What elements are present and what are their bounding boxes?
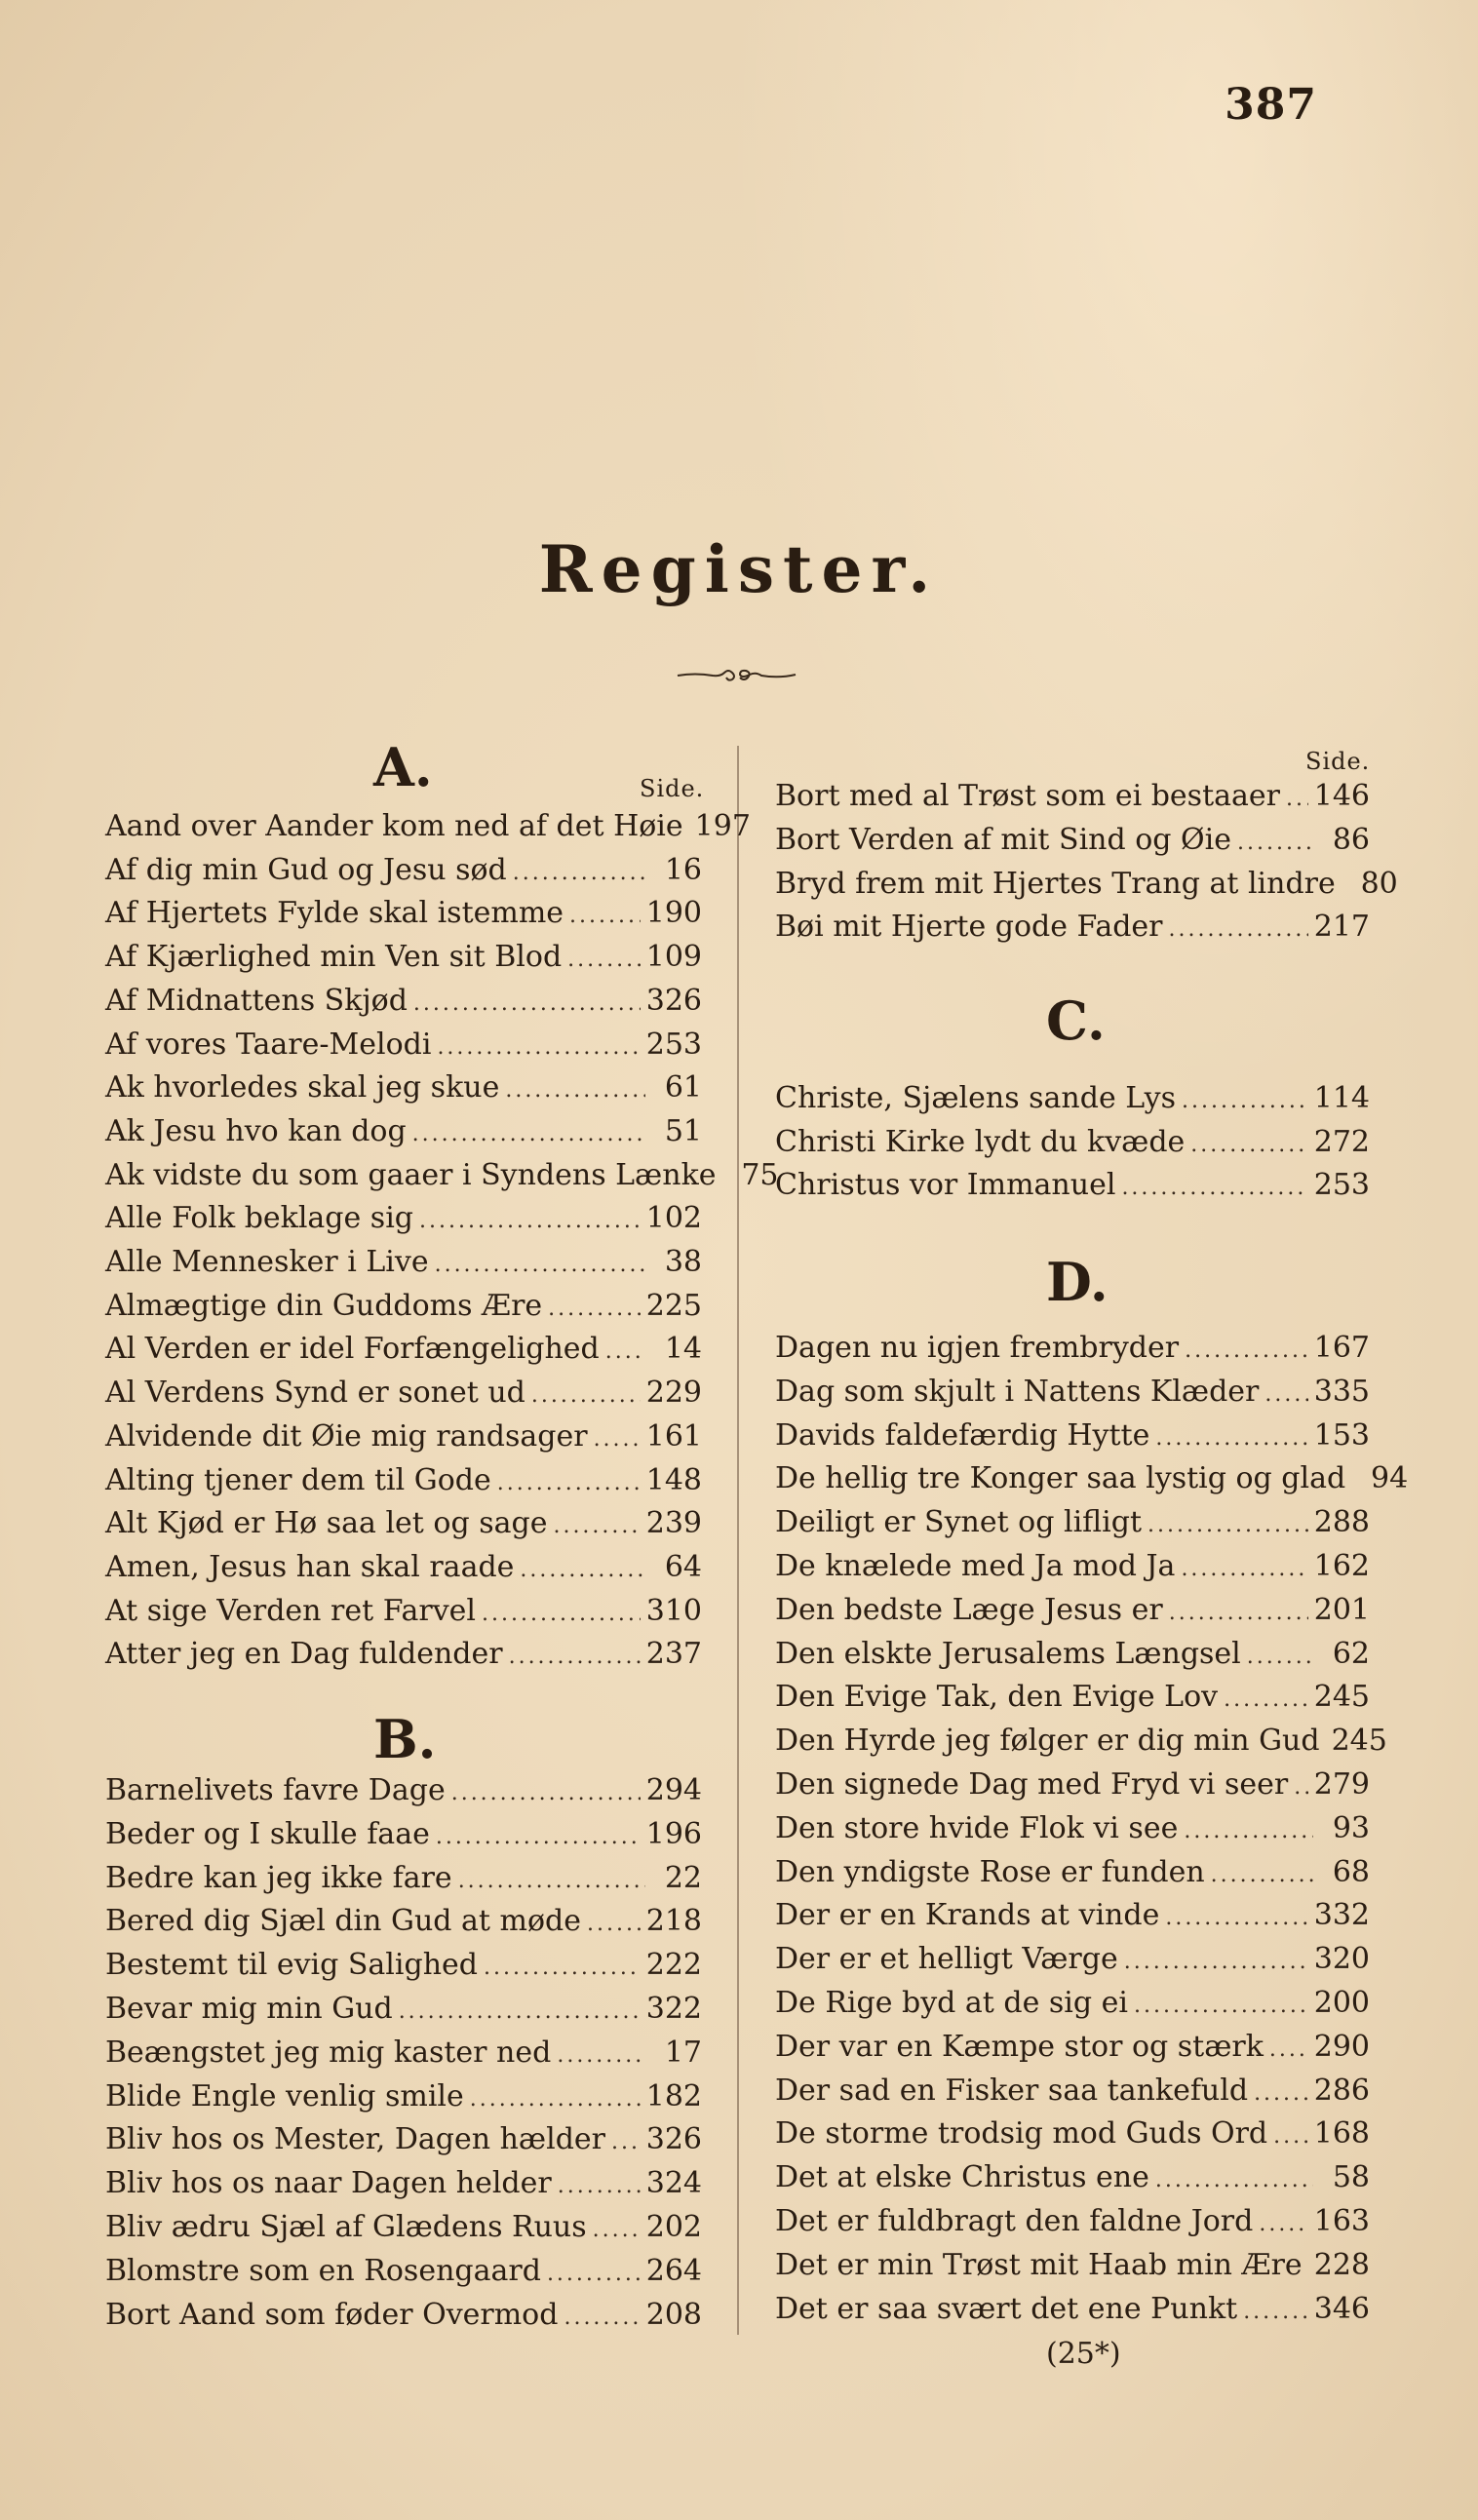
entry-page-number: 310 — [645, 1593, 702, 1628]
entry-leader-dots — [497, 1462, 641, 1505]
entry-title: Af Hjertets Fylde skal istemme — [105, 896, 564, 931]
index-entry — [105, 2294, 702, 2337]
entry-leader-dots — [1190, 1124, 1307, 1167]
entry-leader-dots — [436, 1816, 641, 1859]
entry-page-number: 222 — [645, 1948, 702, 1983]
entry-page-number: 153 — [1313, 1417, 1370, 1453]
index-entry — [775, 1633, 1370, 1676]
entry-title: Af Kjærlighed min Ven sit Blod — [105, 940, 563, 975]
entry-title: Bliv ædru Sjæl af Glædens Ruus — [105, 2210, 587, 2244]
entry-page-number: 218 — [645, 1904, 702, 1939]
entry-title: Deiligt er Synet og lifligt — [775, 1505, 1143, 1540]
entry-leader-dots — [547, 2253, 641, 2296]
entry-leader-dots — [611, 2121, 641, 2164]
index-entry — [775, 1371, 1370, 1414]
ornament-flourish-icon — [676, 663, 797, 686]
entry-page-number: 320 — [1313, 1942, 1370, 1977]
entry-leader-dots — [548, 1288, 641, 1331]
entry-title: Bryd frem mit Hjertes Trang at lindre — [775, 866, 1336, 901]
entry-leader-dots — [399, 1991, 641, 2034]
entry-title: Den bedste Læge Jesus er — [775, 1592, 1163, 1627]
entry-title: Alle Mennesker i Live — [105, 1245, 429, 1279]
index-entry — [105, 1066, 702, 1109]
entry-page-number: 272 — [1313, 1124, 1370, 1159]
entry-title: Christus vor Immanuel — [775, 1168, 1116, 1203]
index-entry — [775, 1545, 1370, 1588]
entry-title: Bort Aand som føder Overmod — [105, 2297, 559, 2332]
section-heading-b: B. — [373, 1708, 437, 1770]
entry-page-number: 80 — [1360, 866, 1398, 901]
entry-title: Al Verdens Synd er sonet ud — [105, 1376, 525, 1411]
index-entry — [105, 805, 751, 848]
entry-title: Alt Kjød er Hø saa let og sage — [105, 1506, 548, 1541]
entry-leader-dots — [509, 1636, 641, 1679]
entry-title: Aand over Aander kom ned af det Høie — [105, 809, 683, 843]
entry-leader-dots — [1273, 2115, 1308, 2158]
entry-title: Dag som skjult i Nattens Klæder — [775, 1374, 1260, 1409]
entry-title: Bliv hos os naar Dagen helder — [105, 2166, 552, 2201]
entry-page-number: 202 — [645, 2210, 702, 2244]
entry-title: Det at elske Christus ene — [775, 2160, 1149, 2195]
index-entry — [775, 2288, 1370, 2331]
entry-title: Den Evige Tak, den Evige Lov — [775, 1680, 1219, 1715]
entry-leader-dots — [593, 2209, 641, 2252]
index-entry — [775, 1589, 1370, 1632]
entry-leader-dots — [569, 895, 641, 938]
entry-title: Bort med al Trøst som ei bestaaer — [775, 779, 1280, 813]
entry-leader-dots — [1147, 1504, 1308, 1547]
entry-leader-dots — [1185, 1330, 1308, 1373]
entry-title: Ak Jesu hvo kan dog — [105, 1113, 407, 1148]
index-entry — [105, 1900, 702, 1943]
entry-title: Der er et helligt Værge — [775, 1942, 1118, 1977]
index-entry — [105, 849, 702, 892]
entry-page-number: 326 — [645, 983, 702, 1018]
entry-leader-dots — [419, 1200, 641, 1243]
entry-leader-dots — [587, 1903, 641, 1946]
entry-leader-dots — [482, 1593, 641, 1636]
entry-title: Beder og I skulle faae — [105, 1816, 430, 1851]
entry-page-number: 322 — [645, 1992, 702, 2026]
entry-leader-dots — [451, 1772, 641, 1815]
entry-page-number: 286 — [1313, 2073, 1370, 2108]
index-entry — [105, 2032, 702, 2074]
index-entry — [775, 2070, 1370, 2113]
index-entry — [775, 1415, 1370, 1457]
entry-title: Den elskte Jerusalems Længsel — [775, 1636, 1241, 1671]
entry-title: Det er fuldbragt den faldne Jord — [775, 2204, 1254, 2238]
index-entry — [105, 1110, 702, 1153]
entry-page-number: 146 — [1313, 779, 1370, 813]
entry-page-number: 93 — [1332, 1810, 1370, 1845]
entry-title: Blide Engle venlig smile — [105, 2078, 464, 2113]
entry-page-number: 197 — [694, 809, 751, 843]
index-entry — [105, 1197, 702, 1240]
entry-title: Af vores Taare-Melodi — [105, 1027, 432, 1062]
entry-leader-dots — [1237, 822, 1313, 865]
index-entry — [105, 1024, 702, 1066]
entry-leader-dots — [567, 939, 641, 982]
entry-title: Af dig min Gud og Jesu sød — [105, 852, 507, 887]
entry-title: Amen, Jesus han skal raade — [105, 1549, 515, 1584]
entry-page-number: 264 — [645, 2253, 702, 2288]
index-entry — [775, 2113, 1370, 2155]
entry-page-number: 239 — [645, 1506, 702, 1541]
index-entry — [105, 1372, 702, 1415]
entry-leader-dots — [520, 1549, 645, 1592]
entry-title: Almægtige din Guddoms Ære — [105, 1288, 543, 1323]
index-entry — [105, 1857, 702, 1900]
entry-page-number: 162 — [1313, 1549, 1370, 1583]
entry-page-number: 290 — [1313, 2029, 1370, 2064]
entry-page-number: 22 — [664, 1860, 702, 1895]
index-entry — [105, 980, 702, 1023]
entry-title: Alvidende dit Øie mig randsager — [105, 1418, 588, 1454]
entry-title: Dagen nu igjen frembryder — [775, 1331, 1180, 1365]
page-title: Register. — [538, 531, 940, 607]
index-entry — [105, 1328, 702, 1371]
entry-page-number: 86 — [1332, 822, 1370, 857]
entry-page-number: 294 — [645, 1773, 702, 1807]
entry-page-number: 229 — [645, 1376, 702, 1411]
entry-page-number: 279 — [1313, 1767, 1370, 1802]
entry-title: Bedre kan jeg ikke fare — [105, 1860, 452, 1895]
index-entry — [775, 1327, 1370, 1370]
index-entry — [775, 863, 1398, 906]
entry-leader-dots — [1182, 1080, 1308, 1123]
entry-title: Bestemt til evig Salighed — [105, 1948, 478, 1983]
entry-page-number: 102 — [645, 1201, 702, 1236]
entry-title: Den signede Dag med Fryd vi seer — [775, 1767, 1289, 1802]
index-entry — [105, 2250, 702, 2293]
entry-page-number: 237 — [645, 1637, 702, 1672]
index-entry — [775, 775, 1370, 818]
section-heading-d: D. — [1046, 1251, 1108, 1313]
index-entry — [105, 1988, 702, 2031]
index-entry — [105, 1459, 702, 1502]
entry-leader-dots — [1294, 1766, 1308, 1809]
entry-leader-dots — [1169, 909, 1308, 951]
index-entry — [775, 1164, 1370, 1207]
entry-title: Det er saa svært det ene Punkt — [775, 2291, 1238, 2326]
index-entry — [105, 1154, 779, 1197]
index-entry — [775, 2244, 1370, 2287]
entry-page-number: 253 — [645, 1027, 702, 1062]
entry-title: Ak hvorledes skal jeg skue — [105, 1070, 500, 1105]
entry-leader-dots — [564, 2297, 640, 2340]
entry-title: De knælede med Ja mod Ja — [775, 1549, 1176, 1583]
entry-leader-dots — [557, 2035, 645, 2077]
entry-title: Atter jeg en Dag fuldender — [105, 1637, 503, 1672]
side-label-right: Side. — [1305, 748, 1371, 775]
entry-title: Davids faldefærdig Hytte — [775, 1417, 1150, 1453]
entry-leader-dots — [413, 983, 641, 1026]
entry-title: Den Hyrde jeg følger er dig min Gud — [775, 1724, 1320, 1759]
entry-title: Bered dig Sjæl din Gud at møde — [105, 1904, 581, 1939]
index-entry — [775, 1676, 1370, 1719]
entry-title: Beængstet jeg mig kaster ned — [105, 2035, 552, 2070]
index-entry — [105, 892, 702, 935]
index-entry — [105, 1415, 702, 1458]
entry-page-number: 190 — [645, 896, 702, 931]
entry-title: Den yndigste Rose er funden — [775, 1854, 1205, 1889]
entry-page-number: 38 — [664, 1245, 702, 1279]
entry-leader-dots — [1134, 1985, 1308, 2028]
index-entry — [775, 819, 1370, 862]
entry-page-number: 58 — [1332, 2160, 1370, 2195]
entry-leader-dots — [1243, 2291, 1308, 2334]
entry-page-number: 167 — [1313, 1331, 1370, 1365]
entry-leader-dots — [594, 1418, 641, 1461]
entry-page-number: 161 — [645, 1418, 702, 1454]
entry-title: Det er min Trøst mit Haab min Ære — [775, 2247, 1303, 2282]
entry-leader-dots — [605, 1331, 645, 1374]
entry-title: Alting tjener dem til Gode — [105, 1462, 491, 1497]
entry-page-number: 163 — [1313, 2204, 1370, 2238]
index-entry — [105, 1241, 702, 1284]
entry-page-number: 148 — [645, 1462, 702, 1497]
signature-mark: (25*) — [1046, 2337, 1121, 2371]
entry-title: Ak vidste du som gaaer i Syndens Lænke — [105, 1157, 717, 1192]
section-heading-a: A. — [373, 736, 433, 798]
page-number: 387 — [1225, 80, 1317, 130]
index-entry — [775, 1764, 1370, 1806]
entry-page-number: 62 — [1332, 1636, 1370, 1671]
entry-page-number: 109 — [645, 940, 702, 975]
index-entry — [775, 2156, 1370, 2199]
side-label-left: Side. — [640, 775, 705, 802]
entry-leader-dots — [1155, 2159, 1313, 2202]
index-entry — [775, 906, 1370, 949]
entry-title: Der sad en Fisker saa tankefuld — [775, 2073, 1249, 2108]
entry-leader-dots — [1121, 1167, 1307, 1210]
index-entry — [105, 936, 702, 979]
entry-title: Den store hvide Flok vi see — [775, 1810, 1179, 1845]
entry-page-number: 228 — [1313, 2247, 1370, 2282]
entry-leader-dots — [435, 1244, 645, 1287]
index-entry — [775, 2026, 1370, 2069]
entry-page-number: 335 — [1313, 1374, 1370, 1409]
entry-page-number: 332 — [1313, 1898, 1370, 1933]
index-entry — [775, 1982, 1370, 2025]
entry-leader-dots — [1247, 1636, 1313, 1679]
index-entry — [105, 2206, 702, 2249]
entry-page-number: 182 — [645, 2078, 702, 2113]
entry-page-number: 324 — [645, 2166, 702, 2201]
entry-page-number: 200 — [1313, 1986, 1370, 2020]
index-entry — [775, 1121, 1370, 1164]
entry-leader-dots — [484, 1947, 641, 1990]
entry-page-number: 16 — [664, 852, 702, 887]
entry-title: Der er en Krands at vinde — [775, 1898, 1160, 1933]
entry-leader-dots — [412, 1113, 645, 1156]
index-entry — [105, 1546, 702, 1589]
entry-page-number: 225 — [645, 1288, 702, 1323]
entry-leader-dots — [1169, 1592, 1308, 1635]
entry-page-number: 68 — [1332, 1854, 1370, 1889]
index-entry — [105, 2075, 702, 2118]
entry-page-number: 61 — [664, 1070, 702, 1105]
entry-page-number: 208 — [645, 2297, 702, 2332]
entry-page-number: 217 — [1313, 910, 1370, 945]
entry-page-number: 75 — [741, 1157, 779, 1192]
index-entry — [775, 1807, 1370, 1850]
entry-title: Al Verden er idel Forfængelighed — [105, 1332, 600, 1367]
entry-title: Bøi mit Hjerte gode Fader — [775, 910, 1163, 945]
entry-leader-dots — [558, 2165, 641, 2208]
entry-leader-dots — [1254, 2073, 1308, 2115]
index-entry — [105, 1502, 702, 1545]
entry-page-number: 196 — [645, 1816, 702, 1851]
entry-leader-dots — [1124, 1941, 1308, 1984]
entry-leader-dots — [1181, 1548, 1307, 1591]
entry-leader-dots — [1184, 1810, 1313, 1853]
index-entry — [105, 1944, 702, 1987]
index-entry — [105, 2118, 702, 2161]
entry-title: Blomstre som en Rosengaard — [105, 2253, 541, 2288]
index-entry — [775, 1894, 1370, 1937]
entry-leader-dots — [458, 1860, 645, 1903]
entry-title: De storme trodsig mod Guds Ord — [775, 2116, 1268, 2152]
index-entry — [105, 1813, 702, 1856]
entry-page-number: 346 — [1313, 2291, 1370, 2326]
column-divider — [737, 746, 739, 2335]
entry-leader-dots — [1155, 1417, 1307, 1460]
entry-title: At sige Verden ret Farvel — [105, 1593, 477, 1628]
entry-leader-dots — [1269, 2029, 1308, 2072]
entry-leader-dots — [437, 1027, 640, 1069]
entry-leader-dots — [1259, 2203, 1307, 2246]
index-entry — [775, 1720, 1387, 1763]
entry-leader-dots — [531, 1375, 641, 1417]
entry-page-number: 64 — [664, 1549, 702, 1584]
entry-title: Af Midnattens Skjød — [105, 983, 408, 1018]
entry-leader-dots — [1286, 778, 1308, 821]
index-entry — [105, 1590, 702, 1633]
entry-leader-dots — [1165, 1897, 1307, 1940]
index-entry — [105, 1285, 702, 1328]
entry-title: Barnelivets favre Dage — [105, 1773, 446, 1807]
index-entry — [775, 1457, 1409, 1500]
entry-title: Bort Verden af mit Sind og Øie — [775, 822, 1231, 857]
entry-leader-dots — [553, 1505, 640, 1548]
entry-title: Christe, Sjælens sande Lys — [775, 1081, 1176, 1115]
entry-leader-dots — [1264, 1374, 1307, 1416]
entry-leader-dots — [1224, 1679, 1308, 1722]
entry-title: Christi Kirke lydt du kvæde — [775, 1124, 1186, 1159]
entry-leader-dots — [470, 2078, 641, 2121]
entry-page-number: 245 — [1331, 1724, 1387, 1759]
index-entry — [775, 1501, 1370, 1544]
index-entry — [775, 1851, 1370, 1894]
entry-leader-dots — [505, 1069, 645, 1112]
entry-page-number: 94 — [1371, 1461, 1409, 1496]
entry-title: Bliv hos os Mester, Dagen hælder — [105, 2122, 605, 2157]
entry-page-number: 51 — [664, 1113, 702, 1148]
index-entry — [105, 1633, 702, 1676]
index-entry — [775, 2200, 1370, 2243]
entry-title: De hellig tre Konger saa lystig og glad — [775, 1461, 1346, 1496]
entry-title: Alle Folk beklage sig — [105, 1201, 413, 1236]
entry-leader-dots — [1211, 1854, 1313, 1897]
entry-page-number: 14 — [664, 1332, 702, 1367]
index-entry — [105, 2162, 702, 2205]
entry-page-number: 288 — [1313, 1505, 1370, 1540]
entry-page-number: 245 — [1313, 1680, 1370, 1715]
entry-title: De Rige byd at de sig ei — [775, 1986, 1128, 2020]
entry-title: Der var en Kæmpe stor og stærk — [775, 2029, 1264, 2064]
entry-leader-dots — [513, 852, 645, 895]
index-entry — [775, 1938, 1370, 1981]
entry-page-number: 168 — [1313, 2116, 1370, 2152]
section-heading-c: C. — [1046, 989, 1106, 1052]
entry-page-number: 114 — [1313, 1081, 1370, 1115]
entry-page-number: 326 — [645, 2122, 702, 2157]
entry-page-number: 253 — [1313, 1168, 1370, 1203]
entry-title: Bevar mig min Gud — [105, 1992, 393, 2026]
index-entry — [775, 1077, 1370, 1120]
entry-page-number: 17 — [664, 2035, 702, 2070]
entry-page-number: 201 — [1313, 1592, 1370, 1627]
index-entry — [105, 1769, 702, 1812]
